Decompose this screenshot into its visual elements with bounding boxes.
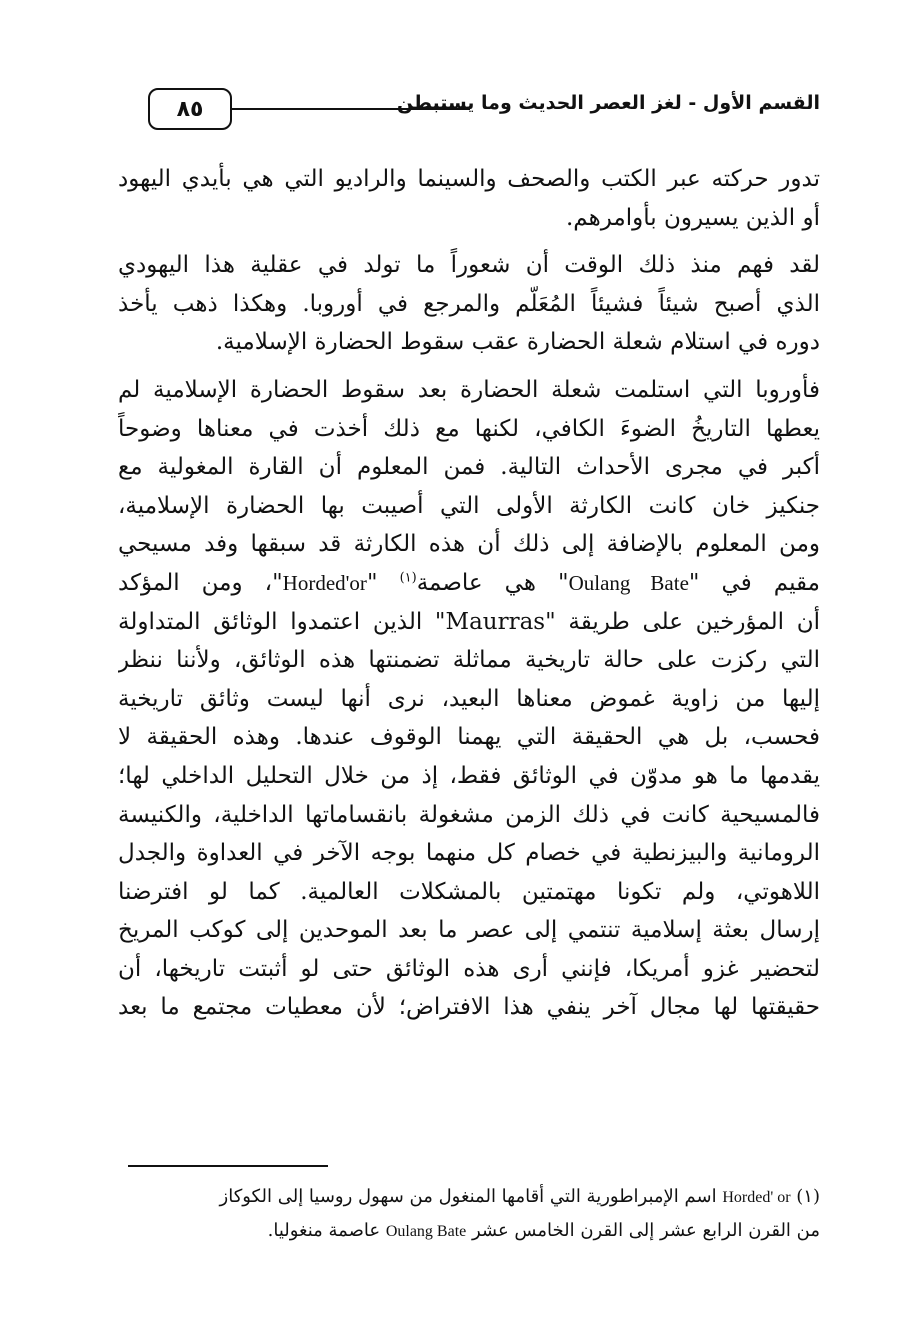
footnote-text: اسم الإمبراطورية التي أقامها المنغول من سهول روسيا إلى الكوكاز — [219, 1186, 717, 1207]
text-line: تدور حركته عبر الكتب والصحف والسينما والراديو التي هي بأيدي اليهود — [118, 166, 820, 192]
text-line: لتحضير غزو أمريكا، فإنني أرى هذه الوثائق حتى لو أثبتت تاريخها، أن — [118, 955, 820, 982]
text-run: " — [366, 569, 400, 596]
text-line: فالمسيحية كانت في ذلك الزمن مشغولة بانقساماتها الداخلية، والكنيسة — [118, 801, 820, 828]
text-line: أكبر في مجرى الأحداث التالية. فمن المعلوم أن القارة المغولية مع — [118, 454, 820, 481]
text-line: لقد فهم منذ ذلك الوقت أن شعوراً ما تولد في عقلية هذا اليهودي — [118, 252, 820, 279]
body-text — [118, 160, 820, 1027]
footnote-line — [110, 1214, 820, 1248]
footnote-reference[interactable]: (١) — [399, 570, 417, 586]
text-run: "، ومن المؤكد — [118, 569, 283, 596]
paragraph-gap — [118, 237, 820, 246]
text-line: التي ركزت على حالة تاريخية مماثلة تضمنتها هذه الوثائق، ولأننا ننظر — [118, 647, 820, 674]
footnotes — [110, 1180, 820, 1248]
text-line: يعطها التاريخُ الضوءَ الكافي، لكنها مع ذلك أخذت في معناها وضوحاً — [118, 415, 820, 442]
text-run: مقيم في " — [688, 569, 820, 596]
footnote-text: من القرن الرابع عشر إلى القرن الخامس عشر — [471, 1220, 820, 1241]
text-line: يقدمها ما هو مدوّن في الوثائق فقط، إذ من خلال التحليل الداخلي لها؛ — [118, 762, 820, 789]
text-line: فأوروبا التي استلمت شعلة الحضارة بعد سقوط الحضارة الإسلامية لم — [118, 376, 820, 403]
footnote-rule — [128, 1165, 328, 1167]
text-line: جنكيز خان كانت الكارثة الأولى التي أصيبت بها الحضارة الإسلامية، — [118, 492, 820, 519]
text-line: حقيقتها لها مجال آخر ينفي هذا الافتراض؛ لأن معطيات مجتمع ما بعد — [118, 994, 820, 1021]
footnote-marker: (١) — [796, 1186, 820, 1207]
running-header — [140, 86, 820, 132]
text-line: إليها من زاوية غموض معناها البعيد، نرى أنها ليست وثائق تاريخية — [118, 685, 820, 712]
page-number: ٨٥ — [148, 88, 232, 130]
footnote-line — [110, 1180, 820, 1214]
text-line: أن المؤرخين على طريقة "Maurras" الذين اعتمدوا الوثائق المتداولة — [118, 608, 820, 635]
running-title: القسم الأول - لغز العصر الحديث وما يستبطن — [396, 92, 820, 114]
text-line: دوره في استلام شعلة الحضارة عقب سقوط الحضارة الإسلامية. — [215, 329, 820, 356]
latin-term: Oulang Bate — [568, 570, 689, 595]
text-line: الذي أصبح شيئاً فشيئاً المُعَلّم والمرجع في أوروبا. وهكذا ذهب يأخذ — [118, 290, 820, 317]
text-line: فحسب، بل هي الحقيقة التي يهمنا الوقوف عندها. وهذه الحقيقة لا — [118, 724, 820, 751]
text-line: الرومانية والبيزنطية في خصام كل منهما بوجه الآخر في العداوة والجدل — [118, 840, 820, 867]
text-line: اللاهوتي، ولم تكونا مهتمتين بالمشكلات العالمية. كما لو افترضنا — [118, 878, 820, 905]
text-line-with-footnote-ref — [118, 564, 820, 603]
text-run: " هي عاصمة — [416, 569, 569, 596]
text-line: إرسال بعثة إسلامية تنتمي إلى عصر ما بعد الموحدين إلى كوكب المريخ — [118, 917, 820, 944]
latin-term: Horded' or — [722, 1189, 791, 1206]
text-line: أو الذين يسيرون بأوامرهم. — [565, 204, 820, 231]
footnote-text: عاصمة منغوليا. — [267, 1220, 381, 1241]
text-line: ومن المعلوم بالإضافة إلى ذلك أن هذه الكارثة قد سبقها وفد مسيحي — [118, 531, 820, 558]
paragraph-gap — [118, 362, 820, 371]
latin-term: Horded'or — [282, 570, 367, 595]
latin-term: Oulang Bate — [385, 1223, 467, 1240]
